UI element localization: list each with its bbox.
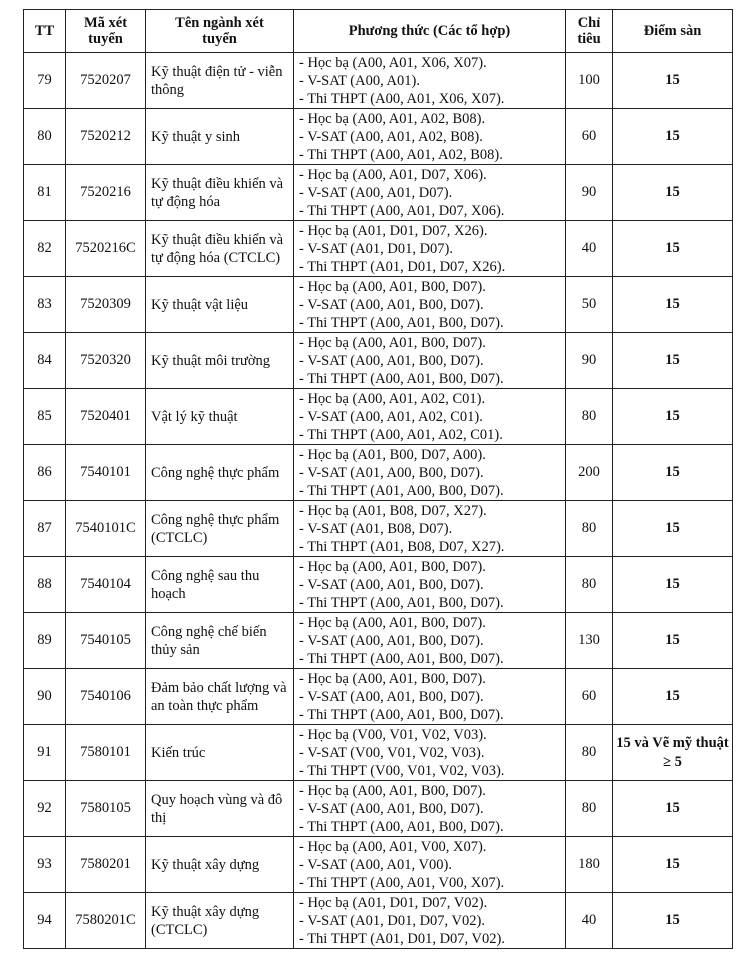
header-method: Phương thức (Các tổ hợp) [294,10,566,53]
row-tt: 86 [24,445,66,501]
row-name: Kỹ thuật điều khiển và tự động hóa [146,165,294,221]
row-name: Kỹ thuật y sinh [146,109,294,165]
row-code: 7580101 [66,725,146,781]
method-line: - V-SAT (V00, V01, V02, V03). [299,744,485,761]
method-line: - Thi THPT (A00, A01, A02, C01). [299,426,503,443]
method-line: - Học bạ (A00, A01, D07, X06). [299,166,487,183]
row-score: 15 [613,165,733,221]
header-score: Điểm sàn [613,10,733,53]
row-tt: 82 [24,221,66,277]
row-score: 15 [613,109,733,165]
row-code: 7520212 [66,109,146,165]
row-quota: 80 [566,557,613,613]
method-line: - V-SAT (A00, A01, B00, D07). [299,296,484,313]
row-score: 15 [613,53,733,109]
row-score: 15 [613,333,733,389]
method-line: - Học bạ (A00, A01, B00, D07). [299,558,486,575]
table-row [24,333,733,389]
method-line: - V-SAT (A01, A00, B00, D07). [299,464,484,481]
row-quota: 40 [566,893,613,949]
table-row [24,613,733,669]
method-line: - Thi THPT (A00, A01, B00, D07). [299,314,504,331]
table-row [24,893,733,949]
row-quota: 90 [566,165,613,221]
row-tt: 92 [24,781,66,837]
row-methods [294,725,566,781]
method-line: - Thi THPT (A00, A01, B00, D07). [299,650,504,667]
row-name: Công nghệ chế biến thủy sản [146,613,294,669]
method-line: - Học bạ (A00, A01, B00, D07). [299,614,486,631]
row-tt: 89 [24,613,66,669]
row-methods [294,501,566,557]
row-quota: 60 [566,669,613,725]
method-line: - V-SAT (A00, A01). [299,72,420,89]
row-tt: 83 [24,277,66,333]
method-line: - Học bạ (A00, A01, X06, X07). [299,54,487,71]
row-tt: 81 [24,165,66,221]
method-line: - Học bạ (A00, A01, A02, C01). [299,390,486,407]
method-line: - Thi THPT (A00, A01, V00, X07). [299,874,505,891]
row-quota: 100 [566,53,613,109]
row-code: 7520309 [66,277,146,333]
row-score: 15 [613,221,733,277]
row-quota: 50 [566,277,613,333]
method-line: - Học bạ (A00, A01, A02, B08). [299,110,486,127]
method-line: - V-SAT (A00, A01, B00, D07). [299,576,484,593]
row-methods [294,893,566,949]
row-methods [294,669,566,725]
method-line: - V-SAT (A00, A01, B00, D07). [299,352,484,369]
method-line: - V-SAT (A00, A01, B00, D07). [299,688,484,705]
row-methods [294,389,566,445]
method-line: - Học bạ (A01, B00, D07, A00). [299,446,486,463]
row-name: Kỹ thuật vật liệu [146,277,294,333]
table-row [24,389,733,445]
row-code: 7520216C [66,221,146,277]
method-line: - Thi THPT (A00, A01, X06, X07). [299,90,505,107]
row-tt: 93 [24,837,66,893]
method-line: - V-SAT (A00, A01, D07). [299,184,453,201]
row-code: 7520320 [66,333,146,389]
row-quota: 180 [566,837,613,893]
row-tt: 90 [24,669,66,725]
header-code: Mã xét tuyển [66,10,146,53]
admissions-table [23,9,733,949]
table-row [24,165,733,221]
method-line: - Thi THPT (A00, A01, B00, D07). [299,594,504,611]
table-row [24,445,733,501]
table-row [24,221,733,277]
row-tt: 79 [24,53,66,109]
method-line: - Học bạ (A00, A01, B00, D07). [299,334,486,351]
method-line: - Học bạ (A00, A01, B00, D07). [299,278,486,295]
header-row [24,10,733,53]
row-name: Kỹ thuật điện tử - viễn thông [146,53,294,109]
table-row [24,781,733,837]
table-row [24,277,733,333]
row-methods [294,109,566,165]
table-row [24,557,733,613]
row-score: 15 [613,781,733,837]
method-line: - Thi THPT (A00, A01, B00, D07). [299,370,504,387]
row-code: 7540106 [66,669,146,725]
table-row [24,109,733,165]
row-quota: 80 [566,389,613,445]
method-line: - V-SAT (A00, A01, B00, D07). [299,632,484,649]
row-name: Quy hoạch vùng và đô thị [146,781,294,837]
table-row [24,501,733,557]
row-methods [294,781,566,837]
row-methods [294,333,566,389]
row-score: 15 [613,893,733,949]
row-score: 15 [613,837,733,893]
row-name: Đảm bảo chất lượng và an toàn thực phẩm [146,669,294,725]
row-code: 7540104 [66,557,146,613]
row-tt: 80 [24,109,66,165]
row-quota: 40 [566,221,613,277]
row-score: 15 [613,501,733,557]
method-line: - Học bạ (V00, V01, V02, V03). [299,726,487,743]
row-code: 7520401 [66,389,146,445]
row-name: Kỹ thuật điều khiển và tự động hóa (CTCLC) [146,221,294,277]
row-code: 7540105 [66,613,146,669]
row-quota: 80 [566,781,613,837]
method-line: - Thi THPT (A00, A01, B00, D07). [299,706,504,723]
row-score: 15 [613,277,733,333]
header-name: Tên ngành xét tuyển [146,10,294,53]
row-score: 15 [613,445,733,501]
row-name: Công nghệ thực phẩm (CTCLC) [146,501,294,557]
row-tt: 85 [24,389,66,445]
method-line: - Thi THPT (V00, V01, V02, V03). [299,762,505,779]
row-score: 15 và Vẽ mỹ thuật ≥ 5 [613,725,733,781]
row-code: 7520207 [66,53,146,109]
row-code: 7580201 [66,837,146,893]
row-quota: 60 [566,109,613,165]
row-name: Kỹ thuật xây dựng [146,837,294,893]
row-quota: 90 [566,333,613,389]
header-quota: Chỉ tiêu [566,10,613,53]
row-score: 15 [613,389,733,445]
row-name: Công nghệ thực phẩm [146,445,294,501]
row-methods [294,165,566,221]
row-tt: 91 [24,725,66,781]
method-line: - V-SAT (A01, B08, D07). [299,520,453,537]
row-name: Kiến trúc [146,725,294,781]
row-tt: 84 [24,333,66,389]
method-line: - V-SAT (A00, A01, A02, B08). [299,128,483,145]
row-methods [294,53,566,109]
method-line: - Học bạ (A01, B08, D07, X27). [299,502,487,519]
method-line: - V-SAT (A00, A01, B00, D07). [299,800,484,817]
table-body [24,53,733,949]
row-score: 15 [613,557,733,613]
method-line: - V-SAT (A01, D01, D07). [299,240,454,257]
method-line: - Học bạ (A00, A01, B00, D07). [299,670,486,687]
method-line: - Thi THPT (A00, A01, D07, X06). [299,202,505,219]
method-line: - Học bạ (A00, A01, V00, X07). [299,838,487,855]
row-quota: 80 [566,501,613,557]
method-line: - Thi THPT (A01, D01, D07, X26). [299,258,506,275]
row-quota: 80 [566,725,613,781]
row-name: Kỹ thuật xây dựng (CTCLC) [146,893,294,949]
row-methods [294,613,566,669]
method-line: - Thi THPT (A00, A01, B00, D07). [299,818,504,835]
method-line: - Thi THPT (A01, B08, D07, X27). [299,538,505,555]
table-row [24,669,733,725]
row-tt: 94 [24,893,66,949]
row-methods [294,221,566,277]
row-code: 7580201C [66,893,146,949]
row-quota: 130 [566,613,613,669]
row-quota: 200 [566,445,613,501]
row-methods [294,557,566,613]
method-line: - Thi THPT (A01, A00, B00, D07). [299,482,504,499]
row-code: 7540101C [66,501,146,557]
row-code: 7580105 [66,781,146,837]
header-tt: TT [24,10,66,53]
method-line: - Học bạ (A01, D01, D07, V02). [299,894,488,911]
row-code: 7520216 [66,165,146,221]
row-methods [294,837,566,893]
method-line: - V-SAT (A00, A01, A02, C01). [299,408,483,425]
row-methods [294,277,566,333]
table-row [24,53,733,109]
method-line: - Thi THPT (A00, A01, A02, B08). [299,146,503,163]
method-line: - Thi THPT (A01, D01, D07, V02). [299,930,505,947]
row-name: Vật lý kỹ thuật [146,389,294,445]
method-line: - Học bạ (A00, A01, B00, D07). [299,782,486,799]
row-name: Kỹ thuật môi trường [146,333,294,389]
method-line: - V-SAT (A01, D01, D07, V02). [299,912,485,929]
table-row [24,725,733,781]
method-line: - V-SAT (A00, A01, V00). [299,856,452,873]
row-name: Công nghệ sau thu hoạch [146,557,294,613]
row-tt: 87 [24,501,66,557]
row-tt: 88 [24,557,66,613]
row-score: 15 [613,613,733,669]
row-score: 15 [613,669,733,725]
row-code: 7540101 [66,445,146,501]
table-row [24,837,733,893]
method-line: - Học bạ (A01, D01, D07, X26). [299,222,488,239]
row-methods [294,445,566,501]
